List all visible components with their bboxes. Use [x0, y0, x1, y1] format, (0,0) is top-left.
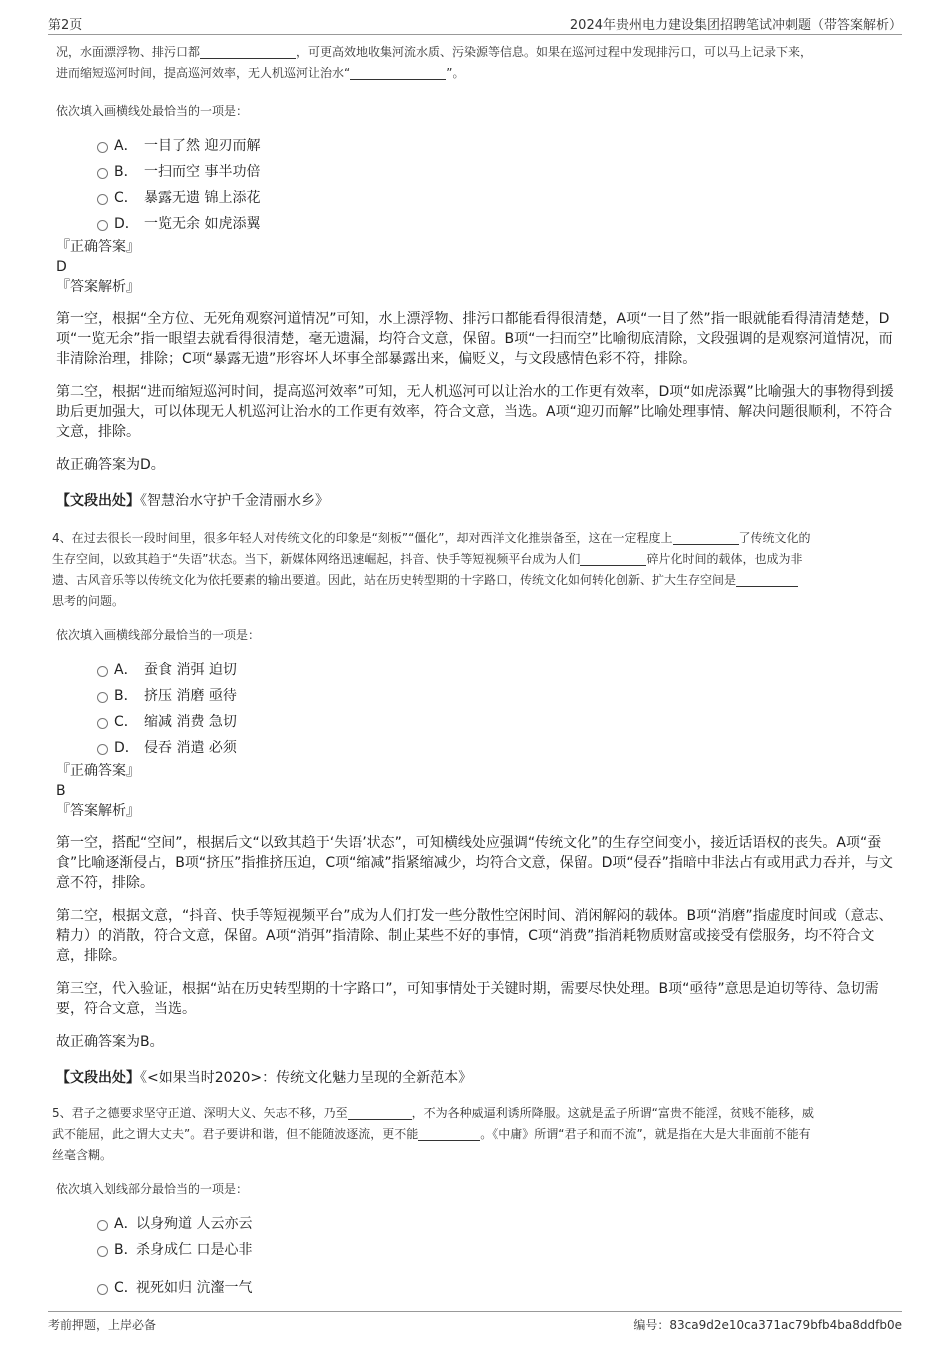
source-citation: 【文段出处】《智慧治水守护千金清丽水乡》 — [56, 493, 329, 509]
radio-icon[interactable] — [97, 718, 108, 729]
answer-label: 『正确答案』 — [56, 763, 140, 779]
page-footer — [48, 1311, 902, 1334]
source-citation: 【文段出处】《<如果当时2020>：传统文化魅力呈现的全新范本》 — [56, 1070, 473, 1086]
analysis-label: 『答案解析』 — [56, 803, 140, 819]
analysis-paragraph: 第二空，根据文意，“抖音、快手等短视频平台”成为人们打发一些分散性空闲时间、消闲解闷的载体。B项“消磨”指虚度时间或（意志、精力）的消散，符合文意，保留。A项“消弭”指清除、制止某些不好的事情，C项“消费”指消耗物质财富或接受有偿服务，均不符合文意，排除。 — [56, 908, 893, 964]
radio-icon[interactable] — [97, 1284, 108, 1295]
page-content — [52, 42, 898, 1301]
analysis-paragraph: 第二空，根据“进而缩短巡河时间，提高巡河效率”可知，无人机巡河可以让治水的工作更有效率，D项“如虎添翼”比喻强大的事物得到援助后更加强大，可以体现无人机巡河让治水的工作更有效率，符合文意，当选。A项“迎刃而解”比喻处理事情、解决问题很顺利，不符合文意，排除。 — [56, 384, 894, 440]
answer-value: D — [56, 259, 67, 275]
blank-1 — [200, 44, 296, 59]
answer-value: B — [56, 783, 66, 799]
blank-1 — [673, 530, 739, 545]
document-title: 2024年贵州电力建设集团招聘笔试冲刺题（带答案解析） — [569, 18, 902, 33]
radio-icon[interactable] — [97, 692, 108, 703]
conclusion: 故正确答案为B。 — [56, 1034, 164, 1050]
conclusion: 故正确答案为D。 — [56, 457, 165, 473]
question-4-prompt: 依次填入画横线部分最恰当的一项是： — [56, 628, 261, 642]
blank-3 — [736, 572, 798, 587]
blank-2 — [580, 551, 646, 566]
question-4-options — [56, 657, 898, 761]
footer-slogan: 考前押题，上岸必备 — [48, 1318, 157, 1332]
radio-icon[interactable] — [97, 1246, 108, 1257]
analysis-paragraph: 第一空，根据“全方位、无死角观察河道情况”可知，水上漂浮物、排污口都能看得很清楚，A项“一目了然”指一眼就能看得清清楚楚，D项“一览无余”指一眼望去就看得很清楚，毫无遗漏，均符合文意，保留。B项“一扫而空”比喻彻底清除，文段强调的是观察河道情况，而非清除治理，排除；C项“暴露无遗”形容坏人坏事全部暴露出来，偏贬义，与文段感情色彩不符，排除。 — [56, 311, 893, 367]
option-b[interactable]: B． 挤压 消磨 亟待 — [56, 683, 898, 709]
radio-icon[interactable] — [97, 168, 108, 179]
question-3-text: 况，水面漂浮物、排污口都 ，可更高效地收集河流水质、污染源等信息。如果在巡河过程中发现排污口，可以马上记录下来， 进而缩短巡河时间，提高巡河效率，无人机巡河让治水“ ”。 — [56, 45, 813, 80]
option-d[interactable]: D． 侵吞 消遣 必须 — [56, 735, 898, 761]
analysis-paragraph: 第一空，搭配“空间”，根据后文“以致其趋于‘失语’状态”，可知横线处应强调“传统文化”的生存空间变小，接近话语权的丧失。A项“蚕食”比喻逐渐侵占，B项“挤压”指推挤压迫，C项“缩减”指紧缩减少，均符合文意，保留。D项“侵吞”指暗中非法占有或用武力吞并，与文意不符，排除。 — [56, 835, 893, 891]
option-c[interactable]: C．视死如归 沆瀣一气 — [56, 1275, 898, 1301]
radio-icon[interactable] — [97, 666, 108, 677]
question-3-prompt: 依次填入画横线处最恰当的一项是： — [56, 104, 249, 118]
option-b[interactable]: B．杀身成仁 口是心非 — [56, 1237, 898, 1263]
document-id: 编号：83ca9d2e10ca371ac79bfb4ba8ddfb0e — [633, 1318, 902, 1332]
analysis-label: 『答案解析』 — [56, 279, 140, 295]
option-b[interactable]: B． 一扫而空 事半功倍 — [56, 159, 898, 185]
radio-icon[interactable] — [97, 744, 108, 755]
option-c[interactable]: C． 暴露无遗 锦上添花 — [56, 185, 898, 211]
radio-icon[interactable] — [97, 1220, 108, 1231]
option-a[interactable]: A． 蚕食 消弭 迫切 — [56, 657, 898, 683]
radio-icon[interactable] — [97, 220, 108, 231]
question-3-options — [56, 133, 898, 237]
option-a[interactable]: A． 一目了然 迎刃而解 — [56, 133, 898, 159]
option-c[interactable]: C． 缩减 消费 急切 — [56, 709, 898, 735]
radio-icon[interactable] — [97, 142, 108, 153]
radio-icon[interactable] — [97, 194, 108, 205]
answer-label: 『正确答案』 — [56, 239, 140, 255]
question-4-text: 4、在过去很长一段时间里，很多年轻人对传统文化的印象是“刻板”“僵化”，却对西洋文化推崇备至，这在一定程度上 了传统文化的 生存空间，以致其趋于“失语”状态。当下，新媒体网络迅速崛起，抖音、快手等短视频平台成为人们 碎片化时间的载体，也成为非 遗、古风音乐等以传统文化为依托要素的输出要道。因此，站在历史转型期的十字路口，传统文化如何转化创新、扩大生存空间是 思考的问题。 — [52, 531, 811, 608]
blank-2 — [418, 1126, 480, 1141]
page-header — [48, 12, 902, 35]
option-d[interactable]: D． 一览无余 如虎添翼 — [56, 211, 898, 237]
blank-2 — [350, 65, 446, 80]
question-5-options — [56, 1211, 898, 1301]
analysis-paragraph: 第三空，代入验证，根据“站在历史转型期的十字路口”，可知事情处于关键时期，需要尽快处理。B项“亟待”意思是迫切等待、急切需要，符合文意，当选。 — [56, 981, 879, 1017]
question-5-prompt: 依次填入划线部分最恰当的一项是： — [56, 1182, 249, 1196]
blank-1 — [348, 1105, 412, 1120]
option-a[interactable]: A．以身殉道 人云亦云 — [56, 1211, 898, 1237]
page-number: 第2页 — [48, 18, 83, 33]
question-5-text: 5、君子之德要求坚守正道、深明大义、矢志不移，乃至 ，不为各种威逼利诱所降服。这就是孟子所谓“富贵不能淫，贫贱不能移，威 武不能屈，此之谓大丈夫”。君子要讲和谐，但不能随波逐流，更不能 。《中庸》所谓“君子和而不流”，就是指在大是大非面前不能有 丝毫含糊。 — [52, 1106, 814, 1162]
